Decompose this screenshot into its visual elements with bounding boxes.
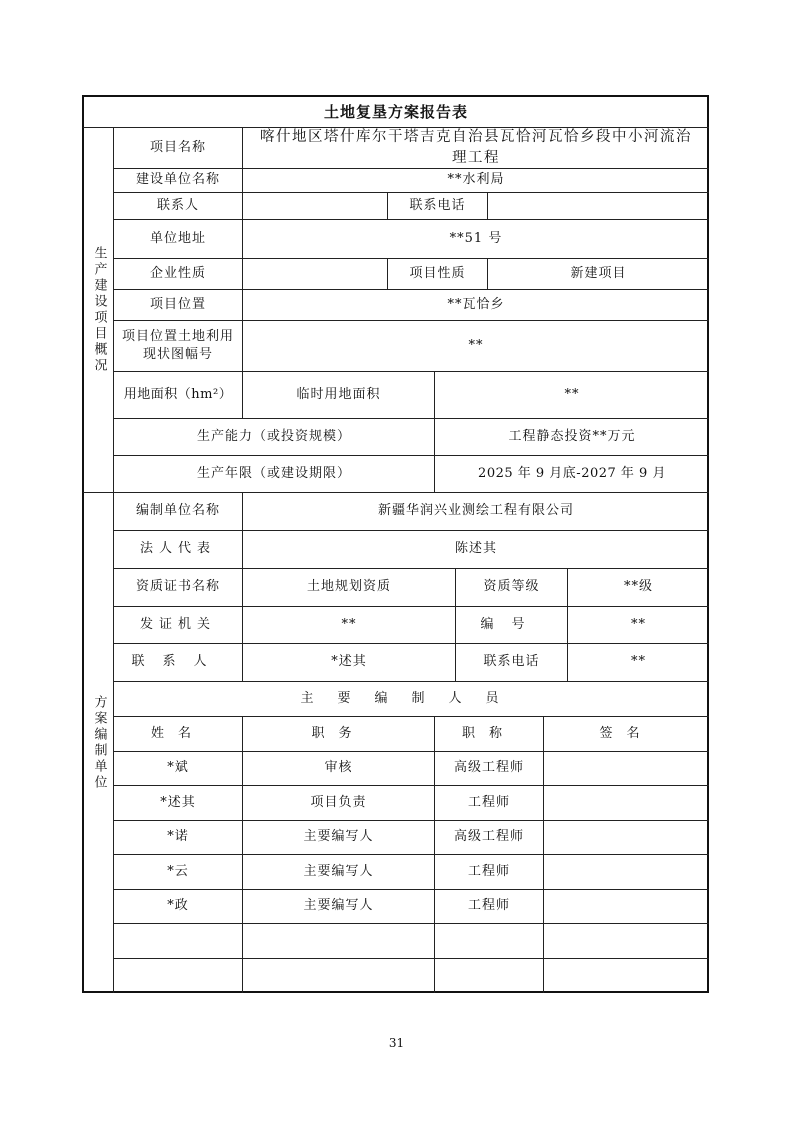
contact-value	[243, 192, 387, 219]
temp-area-label: 临时用地面积	[296, 386, 381, 402]
staff-duty	[243, 958, 434, 992]
staff-col-sign: 签名	[599, 725, 654, 741]
location-label: 项目位置	[149, 296, 206, 312]
area-label: 用地面积（hm²）	[123, 386, 233, 402]
section-label-overview: 生产建设项目概况	[91, 246, 107, 374]
issuer-value: **	[341, 616, 357, 632]
staff-name: *云	[167, 863, 189, 879]
staff-signature	[544, 820, 709, 854]
phone-value	[488, 192, 709, 219]
period-value: 2025 年 9 月底-2027 年 9 月	[478, 465, 666, 481]
staff-duty: 主要编写人	[303, 829, 374, 844]
table-title: 土地复垦方案报告表	[323, 102, 468, 121]
compiler-phone-value: **	[631, 654, 646, 669]
project-type-label: 项目性质	[409, 265, 466, 281]
compiler-phone-label: 联系电话	[483, 654, 540, 669]
map-value: **	[468, 337, 484, 353]
project-type-value: 新建项目	[570, 265, 627, 281]
number-label: 编号	[480, 616, 543, 632]
staff-title: 工程师	[467, 863, 510, 879]
staff-name: *政	[167, 898, 189, 913]
project-name-label: 项目名称	[149, 140, 206, 155]
compiler-contact-label: 联系人	[131, 654, 225, 669]
section-label-cell	[84, 493, 113, 992]
staff-signature	[544, 958, 709, 992]
staff-duty: 主要编写人	[303, 898, 374, 913]
page-number: 31	[388, 1036, 405, 1050]
staff-duty: 审核	[324, 760, 353, 775]
staff-duty: 主要编写人	[303, 863, 374, 879]
address-value: **51 号	[449, 230, 503, 246]
capacity-value: 工程静态投资**万元	[508, 428, 636, 444]
temp-area-value: **	[564, 386, 580, 402]
staff-title: 高级工程师	[453, 760, 524, 775]
compiler-unit-value: 新疆华润兴业测绘工程有限公司	[377, 503, 574, 518]
staff-title: 工程师	[467, 794, 510, 810]
staff-title: 工程师	[467, 898, 510, 913]
staff-signature	[544, 923, 709, 958]
staff-name: *述其	[160, 794, 196, 810]
staff-name	[114, 958, 242, 992]
staff-duty	[243, 923, 434, 958]
compiler-unit-label: 编制单位名称	[135, 503, 220, 518]
cert-label: 资质证书名称	[135, 579, 220, 594]
enterprise-type-label: 企业性质	[149, 265, 206, 281]
staff-name: *诺	[167, 829, 189, 844]
capacity-label: 生产能力（或投资规模）	[196, 428, 351, 444]
issuer-label: 发证机关	[139, 616, 216, 632]
contact-label: 联系人	[156, 197, 199, 213]
location-value: **瓦恰乡	[447, 296, 505, 312]
legal-rep-label: 法人代表	[139, 541, 216, 556]
staff-title	[435, 923, 543, 958]
phone-label: 联系电话	[409, 197, 466, 213]
section-label-compiler: 方案编制单位	[91, 694, 107, 791]
staff-signature	[544, 889, 709, 923]
staff-heading: 主要编制人员	[300, 690, 523, 706]
number-value: **	[631, 616, 646, 632]
grade-value: **级	[623, 579, 653, 594]
staff-duty: 项目负责	[310, 794, 367, 810]
staff-col-title: 职称	[461, 725, 516, 741]
map-label: 项目位置土地利用现状图幅号	[121, 328, 234, 362]
project-name-value: 喀什地区塔什库尔干塔吉克自治县瓦恰河瓦恰乡段中小河流治理工程	[260, 129, 692, 166]
staff-signature	[544, 785, 709, 820]
section-label-cell	[84, 128, 113, 492]
staff-name: *斌	[167, 760, 189, 775]
staff-title	[435, 958, 543, 992]
staff-signature	[544, 751, 709, 785]
compiler-contact-value: *述其	[331, 654, 367, 669]
address-label: 单位地址	[149, 230, 206, 246]
builder-label: 建设单位名称	[135, 172, 220, 187]
grade-label: 资质等级	[483, 579, 540, 594]
builder-value: **水利局	[447, 172, 505, 187]
enterprise-type-value	[243, 258, 387, 289]
staff-col-name: 姓名	[150, 725, 205, 741]
staff-signature	[544, 854, 709, 889]
staff-col-duty: 职务	[311, 725, 366, 741]
cert-value: 土地规划资质	[306, 579, 391, 594]
staff-title: 高级工程师	[453, 829, 524, 844]
staff-name	[114, 923, 242, 958]
legal-rep-value: 陈述其	[454, 541, 497, 556]
period-label: 生产年限（或建设期限）	[196, 465, 351, 481]
